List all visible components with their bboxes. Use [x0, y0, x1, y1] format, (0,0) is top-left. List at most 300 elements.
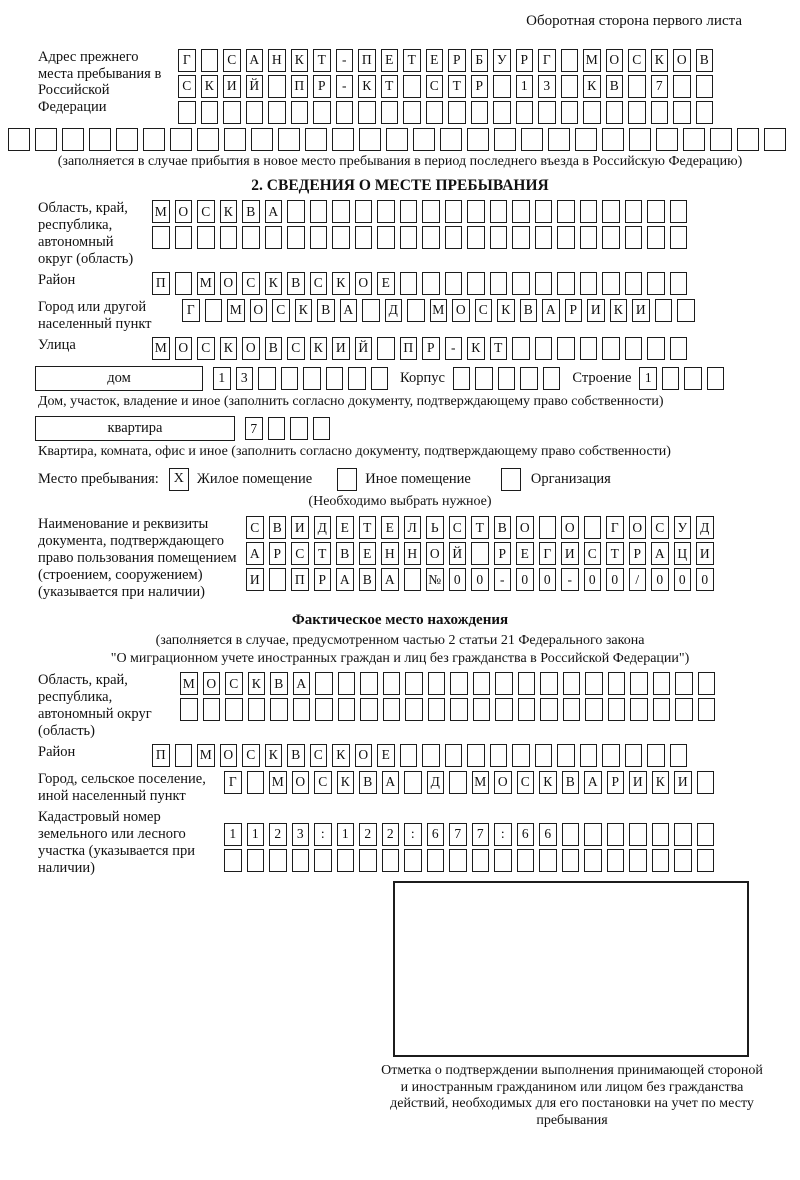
char-box	[332, 226, 350, 249]
char-box: И	[223, 75, 241, 98]
char-box	[608, 698, 626, 721]
char-box	[653, 672, 671, 695]
char-box: 1	[224, 823, 242, 846]
char-box	[697, 849, 715, 872]
char-box: Р	[629, 542, 647, 565]
char-box: И	[561, 542, 579, 565]
char-box: М	[152, 337, 170, 360]
char-box: 0	[606, 568, 624, 591]
char-box: 6	[427, 823, 445, 846]
char-box: К	[337, 771, 355, 794]
char-box	[400, 744, 418, 767]
other-premises-option-label: Иное помещение	[365, 470, 471, 487]
char-box: О	[220, 744, 238, 767]
char-box: В	[520, 299, 538, 322]
prev-address-row-2	[178, 75, 713, 98]
char-box	[338, 672, 356, 695]
section2-title: 2. СВЕДЕНИЯ О МЕСТЕ ПРЕБЫВАНИЯ	[251, 176, 549, 194]
char-box: 7	[472, 823, 490, 846]
char-box: О	[355, 272, 373, 295]
char-box: Г	[538, 49, 556, 72]
char-box: Р	[471, 75, 489, 98]
char-box: С	[242, 272, 260, 295]
house-type-box: дом	[35, 366, 203, 391]
char-box	[358, 101, 376, 124]
char-box: П	[152, 744, 170, 767]
char-box: 3	[292, 823, 310, 846]
char-box	[268, 75, 286, 98]
char-box: 2	[359, 823, 377, 846]
char-box	[653, 698, 671, 721]
char-box: Р	[516, 49, 534, 72]
char-box	[220, 226, 238, 249]
char-box: :	[494, 823, 512, 846]
char-box: Т	[471, 516, 489, 539]
char-box: А	[246, 542, 264, 565]
korpus-row	[453, 367, 561, 390]
char-box: Р	[313, 75, 331, 98]
char-box: С	[310, 744, 328, 767]
char-box: Д	[385, 299, 403, 322]
char-box	[413, 128, 435, 151]
char-box: Д	[314, 516, 332, 539]
char-box	[467, 272, 485, 295]
char-box	[440, 128, 462, 151]
char-box	[490, 226, 508, 249]
char-box: О	[494, 771, 512, 794]
char-box	[453, 367, 471, 390]
char-box	[583, 101, 601, 124]
char-box	[422, 272, 440, 295]
other-premises-checkbox	[337, 468, 357, 491]
char-box: К	[332, 744, 350, 767]
cadastre-label: Кадастровый номер земельного или лесного участка (указывается при наличии)	[38, 808, 195, 876]
city-row	[182, 299, 695, 322]
char-box: К	[295, 299, 313, 322]
char-box: 0	[584, 568, 602, 591]
street-row	[152, 337, 687, 360]
char-box	[764, 128, 786, 151]
char-box	[647, 200, 665, 223]
char-box: В	[336, 542, 354, 565]
char-box: А	[265, 200, 283, 223]
char-box	[535, 744, 553, 767]
apartment-type-box: квартира	[35, 416, 235, 441]
char-box	[698, 698, 716, 721]
char-box: С	[628, 49, 646, 72]
char-box: 6	[539, 823, 557, 846]
char-box: Е	[426, 49, 444, 72]
char-box	[314, 849, 332, 872]
char-box: И	[587, 299, 605, 322]
char-box: К	[539, 771, 557, 794]
char-box: М	[472, 771, 490, 794]
char-box: 1	[516, 75, 534, 98]
apartment-row	[35, 416, 800, 441]
char-box	[445, 226, 463, 249]
char-box: О	[292, 771, 310, 794]
char-box	[332, 128, 354, 151]
char-box	[471, 101, 489, 124]
char-box: М	[430, 299, 448, 322]
char-box: С	[310, 272, 328, 295]
char-box: Н	[404, 542, 422, 565]
char-box: М	[583, 49, 601, 72]
char-box: П	[291, 568, 309, 591]
char-box	[670, 200, 688, 223]
char-box: П	[291, 75, 309, 98]
char-box	[647, 272, 665, 295]
char-box	[225, 698, 243, 721]
char-box	[422, 200, 440, 223]
char-box	[535, 226, 553, 249]
char-box: Т	[314, 542, 332, 565]
char-box	[557, 272, 575, 295]
char-box	[683, 128, 705, 151]
char-box	[383, 698, 401, 721]
char-box	[360, 672, 378, 695]
char-box	[677, 299, 695, 322]
char-box: О	[452, 299, 470, 322]
street-label: Улица	[38, 336, 76, 353]
char-box: 6	[517, 823, 535, 846]
char-box: К	[610, 299, 628, 322]
char-box	[548, 128, 570, 151]
char-box: -	[494, 568, 512, 591]
char-box: О	[355, 744, 373, 767]
char-box	[707, 367, 725, 390]
char-box: О	[629, 516, 647, 539]
char-box: 2	[382, 823, 400, 846]
char-box	[520, 367, 538, 390]
char-box: Т	[313, 49, 331, 72]
char-box: К	[467, 337, 485, 360]
char-box: С	[651, 516, 669, 539]
char-box: 0	[539, 568, 557, 591]
back-side-note: Оборотная сторона первого листа	[526, 13, 742, 29]
char-box	[651, 101, 669, 124]
char-box: М	[152, 200, 170, 223]
char-box	[386, 128, 408, 151]
char-box	[697, 771, 715, 794]
char-box: Е	[359, 542, 377, 565]
char-box: К	[265, 744, 283, 767]
char-box: О	[606, 49, 624, 72]
char-box	[197, 128, 219, 151]
char-box	[449, 771, 467, 794]
stamp-caption: Отметка о подтверждении выполнения принимающей стороной и иностранным гражданином или лицом без гражданства действий, необходимых для его постановки на учет по месту пребывания	[381, 1063, 763, 1128]
char-box	[495, 698, 513, 721]
char-box: Г	[539, 542, 557, 565]
char-box: :	[404, 823, 422, 846]
char-box	[602, 272, 620, 295]
char-box: К	[497, 299, 515, 322]
char-box	[247, 771, 265, 794]
char-box	[445, 744, 463, 767]
char-box: Г	[224, 771, 242, 794]
prev-address-rows	[178, 49, 713, 124]
char-box	[8, 128, 30, 151]
char-box: С	[449, 516, 467, 539]
char-box: В	[265, 337, 283, 360]
char-box	[585, 672, 603, 695]
char-box	[655, 299, 673, 322]
char-box	[575, 128, 597, 151]
actual-region-label: Область, край, республика, автономный округ (область)	[38, 671, 152, 739]
char-box: В	[359, 568, 377, 591]
char-box	[493, 101, 511, 124]
stay-place-label: Место пребывания:	[38, 470, 159, 487]
char-box	[450, 672, 468, 695]
char-box	[448, 101, 466, 124]
char-box: О	[250, 299, 268, 322]
char-box	[580, 200, 598, 223]
char-box	[332, 200, 350, 223]
char-box: О	[175, 200, 193, 223]
char-box	[269, 849, 287, 872]
prev-address-row-3	[178, 101, 713, 124]
prev-address-label: Адрес прежнего места пребывания в Российской Федерации	[38, 48, 162, 116]
street-field	[38, 337, 800, 360]
char-box: -	[445, 337, 463, 360]
cadastre-rows	[224, 823, 714, 872]
char-box	[355, 226, 373, 249]
char-box	[223, 101, 241, 124]
region-row-2	[152, 226, 687, 249]
char-box	[178, 101, 196, 124]
house-number-row	[213, 367, 388, 390]
char-box	[404, 568, 422, 591]
char-box	[303, 367, 321, 390]
char-box	[625, 200, 643, 223]
char-box: М	[197, 272, 215, 295]
char-box	[580, 337, 598, 360]
char-box	[362, 299, 380, 322]
char-box: В	[287, 744, 305, 767]
char-box	[535, 272, 553, 295]
stroenie-row	[639, 367, 724, 390]
char-box	[539, 516, 557, 539]
char-box	[647, 226, 665, 249]
char-box	[201, 49, 219, 72]
char-box: С	[197, 337, 215, 360]
char-box: А	[246, 49, 264, 72]
char-box: 3	[236, 367, 254, 390]
char-box	[371, 367, 389, 390]
char-box	[310, 200, 328, 223]
char-box: Е	[516, 542, 534, 565]
char-box: Е	[377, 744, 395, 767]
char-box	[602, 744, 620, 767]
char-box: О	[561, 516, 579, 539]
char-box: В	[562, 771, 580, 794]
char-box	[518, 698, 536, 721]
char-box: 0	[449, 568, 467, 591]
char-box	[403, 75, 421, 98]
region-rows	[152, 200, 687, 249]
char-box	[674, 823, 692, 846]
char-box	[625, 744, 643, 767]
char-box	[270, 698, 288, 721]
char-box	[404, 849, 422, 872]
registration-stamp-box	[393, 881, 749, 1057]
char-box: 7	[651, 75, 669, 98]
char-box	[428, 698, 446, 721]
char-box	[606, 101, 624, 124]
char-box	[422, 226, 440, 249]
char-box	[180, 698, 198, 721]
char-box	[670, 226, 688, 249]
char-box: А	[381, 568, 399, 591]
char-box: 1	[639, 367, 657, 390]
actual-city-field	[38, 771, 800, 805]
char-box	[170, 128, 192, 151]
usage-document-row-3	[246, 568, 714, 591]
house-caption: Дом, участок, владение и иное (заполнить согласно документу, подтверждающему право собственности)	[38, 393, 664, 409]
char-box	[467, 226, 485, 249]
house-row	[35, 366, 800, 391]
char-box	[656, 128, 678, 151]
char-box	[377, 337, 395, 360]
char-box: И	[632, 299, 650, 322]
char-box: У	[493, 49, 511, 72]
char-box	[292, 849, 310, 872]
char-box: И	[332, 337, 350, 360]
char-box	[625, 272, 643, 295]
char-box: Р	[607, 771, 625, 794]
char-box	[512, 200, 530, 223]
char-box	[269, 568, 287, 591]
char-box: К	[310, 337, 328, 360]
char-box	[359, 849, 377, 872]
cadastre-row-1	[224, 823, 714, 846]
char-box	[315, 698, 333, 721]
char-box	[557, 226, 575, 249]
char-box: В	[242, 200, 260, 223]
char-box: К	[248, 672, 266, 695]
char-box: А	[584, 771, 602, 794]
prev-address-caption: (заполняется в случае прибытия в новое место пребывания в период последнего въезда в Российскую Федерацию)	[57, 153, 743, 169]
char-box: /	[629, 568, 647, 591]
char-box	[490, 272, 508, 295]
char-box: С	[178, 75, 196, 98]
char-box	[405, 698, 423, 721]
char-box	[337, 849, 355, 872]
char-box: 2	[269, 823, 287, 846]
char-box: В	[359, 771, 377, 794]
char-box: Г	[178, 49, 196, 72]
char-box: С	[242, 744, 260, 767]
actual-city-row	[224, 771, 714, 794]
char-box	[647, 337, 665, 360]
char-box	[512, 226, 530, 249]
char-box	[467, 128, 489, 151]
char-box	[535, 337, 553, 360]
char-box	[175, 226, 193, 249]
char-box: С	[223, 49, 241, 72]
actual-location-title: Фактическое место нахождения	[291, 611, 509, 628]
actual-region-row-1	[180, 672, 715, 695]
residential-option-label: Жилое помещение	[196, 470, 313, 487]
char-box	[197, 226, 215, 249]
char-box: №	[426, 568, 444, 591]
actual-district-field	[38, 744, 800, 767]
char-box	[670, 744, 688, 767]
char-box	[602, 226, 620, 249]
char-box	[205, 299, 223, 322]
cadastre-row-2	[224, 849, 714, 872]
char-box	[512, 744, 530, 767]
char-box: -	[336, 49, 354, 72]
char-box	[652, 823, 670, 846]
char-box	[628, 75, 646, 98]
char-box	[251, 128, 273, 151]
char-box: В	[270, 672, 288, 695]
char-box: А	[336, 568, 354, 591]
usage-document-label: Наименование и реквизиты документа, подтверждающего право пользования помещением (строением, сооружением) (указывается при наличии)	[38, 515, 237, 600]
char-box	[62, 128, 84, 151]
char-box: М	[180, 672, 198, 695]
char-box: П	[358, 49, 376, 72]
char-box: Б	[471, 49, 489, 72]
char-box	[561, 101, 579, 124]
char-box	[602, 200, 620, 223]
char-box: С	[517, 771, 535, 794]
stay-place-caption: (Необходимо выбрать нужное)	[308, 493, 492, 509]
char-box	[580, 272, 598, 295]
char-box	[35, 128, 57, 151]
char-box	[116, 128, 138, 151]
char-box: А	[651, 542, 669, 565]
char-box: С	[291, 542, 309, 565]
char-box: М	[227, 299, 245, 322]
char-box: А	[382, 771, 400, 794]
actual-location-subtitle-2: "О миграционном учете иностранных граждан и лиц без гражданства в Российской Федерации")	[110, 650, 690, 666]
char-box	[426, 101, 444, 124]
char-box	[561, 75, 579, 98]
char-box	[629, 849, 647, 872]
char-box	[629, 128, 651, 151]
char-box: С	[584, 542, 602, 565]
char-box: Т	[448, 75, 466, 98]
char-box: О	[516, 516, 534, 539]
char-box: Р	[448, 49, 466, 72]
char-box	[557, 744, 575, 767]
char-box	[403, 101, 421, 124]
char-box: А	[542, 299, 560, 322]
char-box: Е	[381, 49, 399, 72]
char-box	[400, 200, 418, 223]
char-box	[517, 849, 535, 872]
char-box: 1	[337, 823, 355, 846]
char-box	[697, 823, 715, 846]
char-box	[305, 128, 327, 151]
char-box: К	[651, 49, 669, 72]
char-box	[602, 128, 624, 151]
residential-checkbox: X	[169, 468, 189, 491]
char-box	[580, 226, 598, 249]
char-box	[608, 672, 626, 695]
char-box	[540, 672, 558, 695]
actual-location-subtitle-1: (заполняется в случае, предусмотренном частью 2 статьи 21 Федерального закона	[155, 633, 645, 649]
char-box: М	[197, 744, 215, 767]
char-box	[696, 75, 714, 98]
char-box: С	[272, 299, 290, 322]
char-box: О	[175, 337, 193, 360]
usage-document-row-1	[246, 516, 714, 539]
char-box	[673, 75, 691, 98]
char-box: Е	[336, 516, 354, 539]
